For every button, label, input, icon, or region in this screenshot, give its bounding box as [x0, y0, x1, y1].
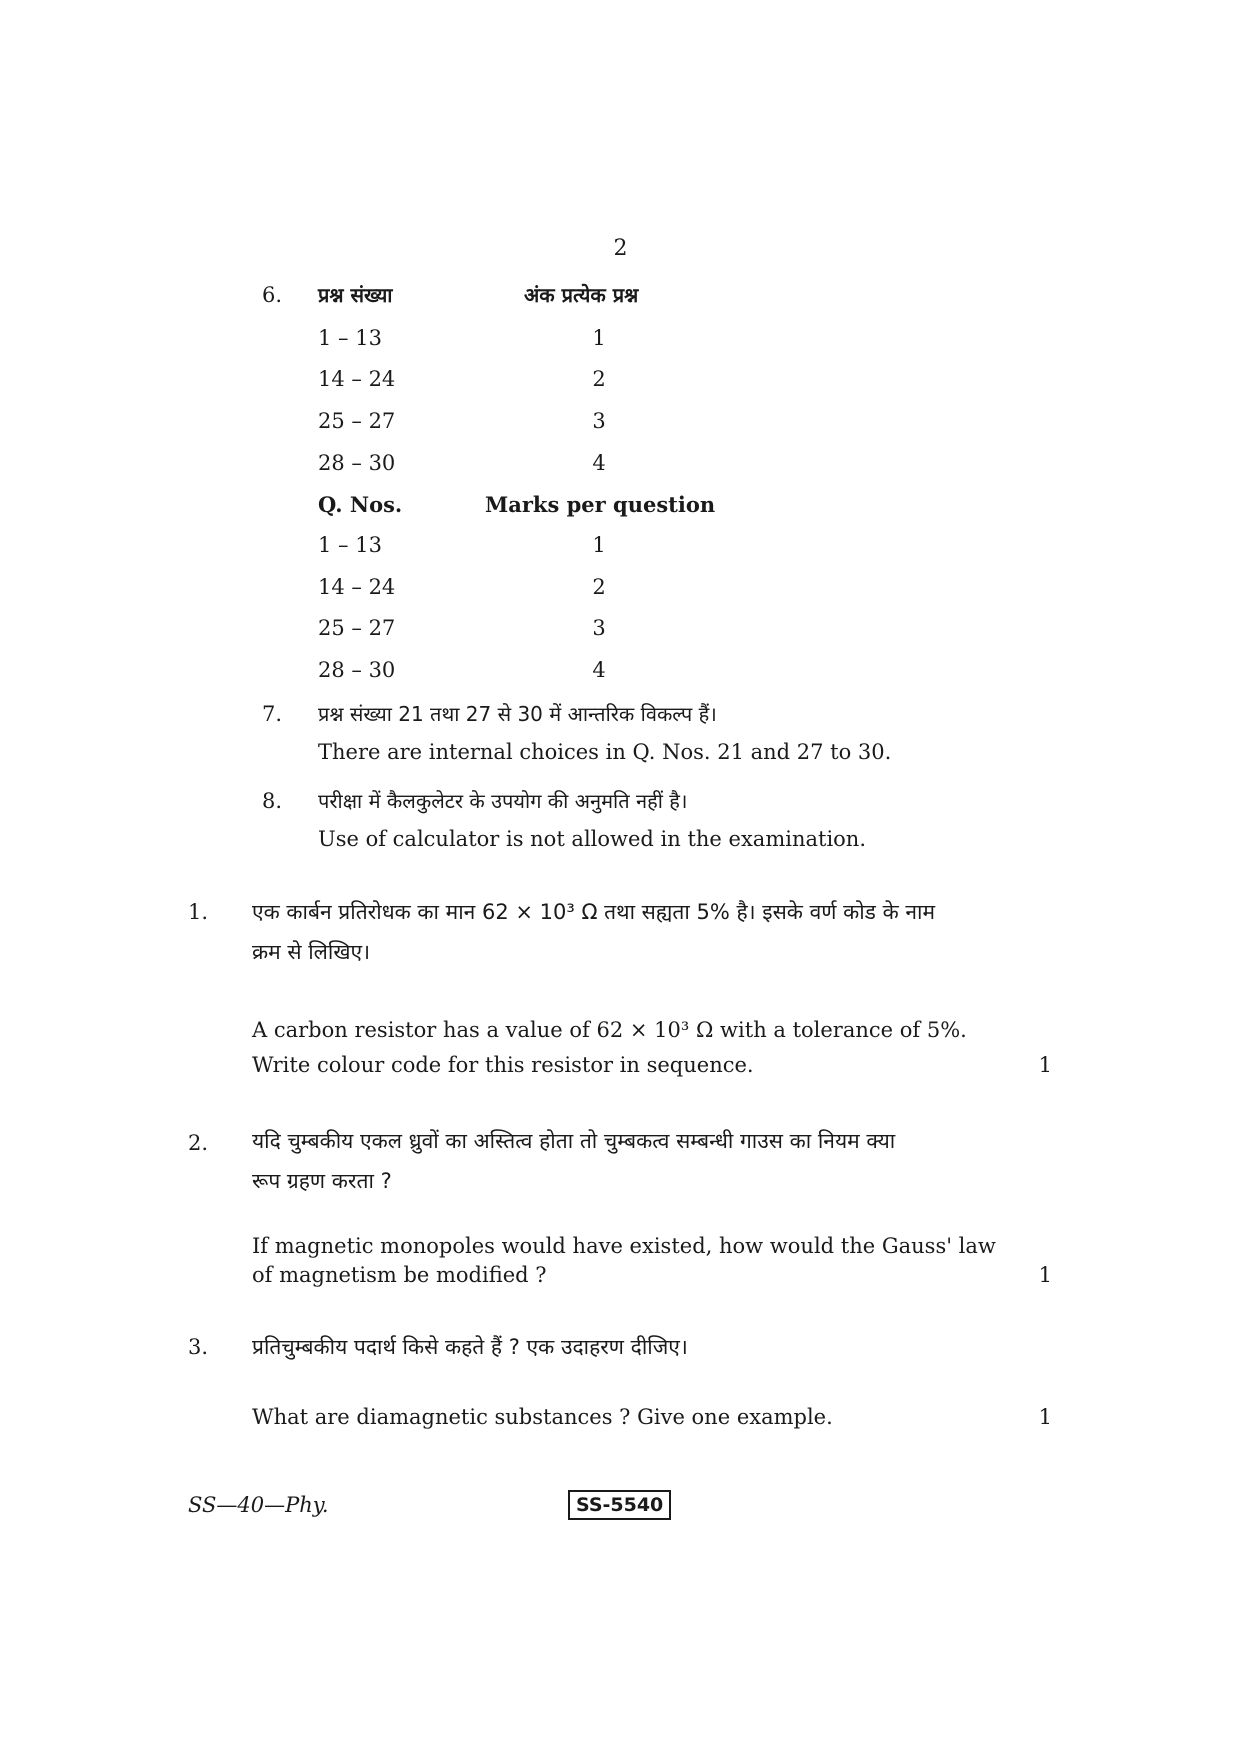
- instruction-number: 8.: [262, 789, 283, 813]
- question-hindi: क्रम से लिखिए।: [252, 940, 371, 964]
- question-marks: 1: [1038, 1053, 1052, 1077]
- hindi-marks-header: अंक प्रत्येक प्रश्न: [524, 283, 639, 307]
- marks-cell: 1: [592, 533, 606, 557]
- marks-cell: 1: [592, 326, 606, 350]
- range-cell: 1 – 13: [318, 326, 382, 350]
- question-number: 1.: [188, 900, 209, 924]
- question-number: 2.: [188, 1131, 209, 1155]
- question-marks: 1: [1038, 1405, 1052, 1429]
- marks-cell: 2: [592, 367, 606, 391]
- range-cell: 25 – 27: [318, 409, 396, 433]
- english-marks-header: Marks per question: [485, 492, 716, 517]
- hindi-qno-header: प्रश्न संख्या: [318, 283, 393, 307]
- question-number: 3.: [188, 1335, 209, 1359]
- question-english: of magnetism be modified ? 1: [252, 1263, 1052, 1287]
- marks-cell: 3: [592, 409, 606, 433]
- question-english: If magnetic monopoles would have existed, how would the Gauss' law: [252, 1234, 996, 1258]
- question-english: What are diamagnetic substances ? Give one example. 1: [252, 1405, 1052, 1429]
- range-cell: 28 – 30: [318, 451, 396, 475]
- instruction-number: 6.: [262, 283, 283, 307]
- question-hindi: रूप ग्रहण करता ?: [252, 1169, 392, 1193]
- question-english: Write colour code for this resistor in sequence. 1: [252, 1053, 1052, 1077]
- question-hindi: यदि चुम्बकीय एकल ध्रुवों का अस्तित्व होता तो चुम्बकत्व सम्बन्धी गाउस का नियम क्या: [252, 1129, 896, 1153]
- footer-paper-code: SS—40—Phy.: [188, 1493, 329, 1517]
- page-number: 2: [613, 236, 628, 261]
- question-hindi: एक कार्बन प्रतिरोधक का मान 62 × 10³ Ω तथा सह्यता 5% है। इसके वर्ण कोड के नाम: [252, 900, 936, 924]
- instruction-hindi: परीक्षा में कैलकुलेटर के उपयोग की अनुमति नहीं है।: [318, 789, 688, 813]
- range-cell: 14 – 24: [318, 367, 396, 391]
- english-qno-header: Q. Nos.: [318, 492, 403, 517]
- range-cell: 1 – 13: [318, 533, 382, 557]
- question-english: A carbon resistor has a value of 62 × 10³ Ω with a tolerance of 5%.: [252, 1018, 967, 1042]
- marks-cell: 3: [592, 616, 606, 640]
- marks-cell: 2: [592, 575, 606, 599]
- instruction-hindi: प्रश्न संख्या 21 तथा 27 से 30 में आन्तरिक विकल्प हैं।: [318, 702, 717, 726]
- marks-cell: 4: [592, 658, 606, 682]
- footer-series-code: SS-5540: [568, 1490, 671, 1520]
- range-cell: 28 – 30: [318, 658, 396, 682]
- instruction-number: 7.: [262, 702, 283, 726]
- range-cell: 14 – 24: [318, 575, 396, 599]
- instruction-english: There are internal choices in Q. Nos. 21 and 27 to 30.: [318, 740, 892, 764]
- marks-cell: 4: [592, 451, 606, 475]
- instruction-english: Use of calculator is not allowed in the examination.: [318, 827, 866, 851]
- question-hindi: प्रतिचुम्बकीय पदार्थ किसे कहते हैं ? एक उदाहरण दीजिए।: [252, 1335, 688, 1359]
- question-marks: 1: [1038, 1263, 1052, 1287]
- range-cell: 25 – 27: [318, 616, 396, 640]
